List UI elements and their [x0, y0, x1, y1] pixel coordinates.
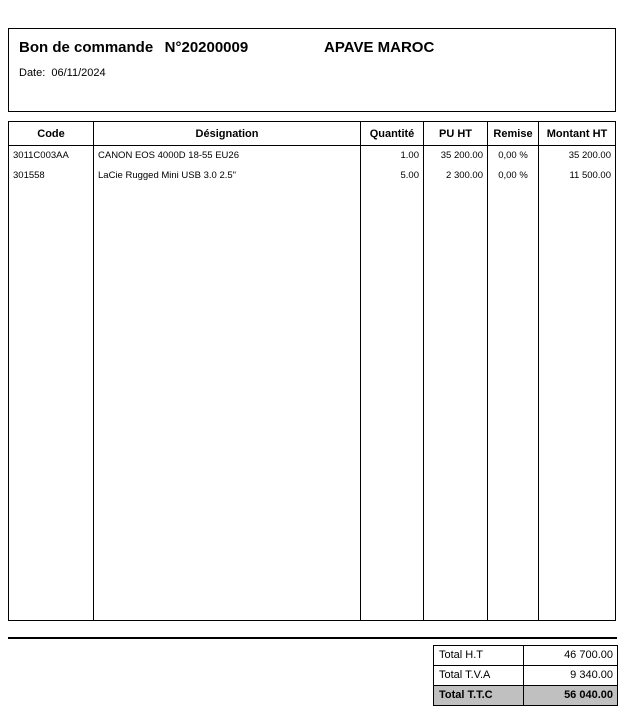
total-ttc-label: Total T.T.C [434, 686, 524, 705]
company-name: APAVE MAROC [324, 39, 435, 56]
column-header-quantite: Quantité [361, 122, 424, 145]
cell-quantite: 5.00 [400, 170, 419, 181]
column-header-remise: Remise [488, 122, 539, 145]
total-ttc-value: 56 040.00 [564, 689, 613, 701]
total-ht-row [434, 646, 617, 666]
date-label: Date: [19, 67, 46, 79]
column-remise [488, 146, 539, 620]
cell-remise: 0,00 % [498, 170, 528, 181]
total-tva-value: 9 340.00 [570, 669, 613, 681]
title-row [19, 39, 605, 59]
column-pu-ht [424, 146, 488, 620]
footer-divider [8, 637, 617, 639]
date-value: 06/11/2024 [51, 67, 106, 79]
cell-montant-ht: 35 200.00 [568, 150, 611, 161]
items-table-header [9, 122, 615, 146]
total-tva-label: Total T.V.A [434, 666, 524, 685]
cell-designation: LaCie Rugged Mini USB 3.0 2.5" [98, 170, 237, 181]
cell-pu-ht: 2 300.00 [446, 170, 483, 181]
column-header-montant-ht: Montant HT [546, 127, 608, 140]
date-row [19, 67, 106, 79]
items-table [8, 121, 616, 621]
column-header-pu-ht: PU HT [424, 122, 488, 145]
document-header [8, 28, 616, 112]
cell-quantite: 1.00 [400, 150, 419, 161]
column-designation [94, 146, 361, 620]
column-header-code: Code [9, 122, 94, 145]
column-montant-ht [539, 146, 615, 620]
column-quantite [361, 146, 424, 620]
cell-remise: 0,00 % [498, 150, 528, 161]
cell-code: 301558 [13, 170, 45, 181]
total-ttc-row [434, 686, 617, 705]
column-header-designation: Désignation [94, 122, 361, 145]
document-title: Bon de commande [19, 39, 154, 56]
items-table-body [9, 146, 615, 620]
total-ht-label: Total H.T [434, 646, 524, 665]
order-number: N°20200009 [164, 39, 249, 56]
total-tva-row [434, 666, 617, 686]
total-ht-value: 46 700.00 [564, 649, 613, 661]
cell-montant-ht: 11 500.00 [569, 170, 611, 181]
column-code [9, 146, 94, 620]
cell-designation: CANON EOS 4000D 18-55 EU26 [98, 150, 239, 161]
totals-table [433, 645, 618, 706]
cell-pu-ht: 35 200.00 [440, 150, 483, 161]
cell-code: 3011C003AA [13, 150, 69, 161]
